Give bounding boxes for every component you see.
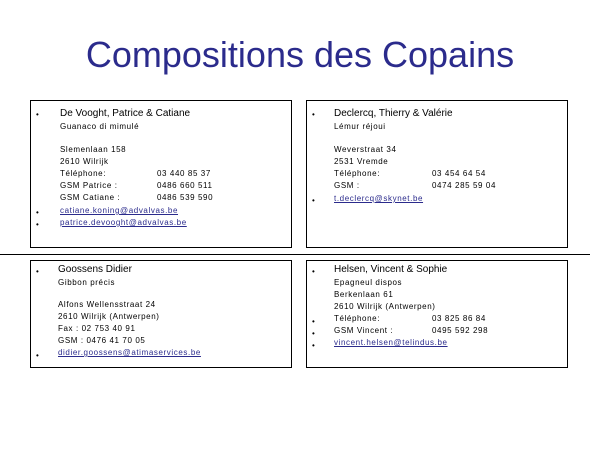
contact-city: 2531 Vremde bbox=[334, 157, 389, 166]
phone-value: 03 825 86 84 bbox=[432, 314, 486, 323]
phone-value: 03 440 85 37 bbox=[157, 169, 211, 178]
phone-label: Téléphone: bbox=[334, 314, 381, 323]
bullet: • bbox=[36, 267, 39, 276]
gsm-value: 0495 592 298 bbox=[432, 326, 489, 335]
contact-name: Goossens Didier bbox=[58, 264, 132, 275]
email-link[interactable]: vincent.helsen@telindus.be bbox=[334, 338, 448, 347]
contact-pet: Lémur réjoui bbox=[334, 122, 386, 131]
page-title: Compositions des Copains bbox=[85, 34, 515, 75]
contact-city: 2610 Wilrijk (Antwerpen) bbox=[334, 302, 436, 311]
contact-street: Alfons Wellensstraat 24 bbox=[58, 300, 156, 309]
email-link[interactable]: didier.goossens@atimaservices.be bbox=[58, 348, 201, 357]
contact-name: Helsen, Vincent & Sophie bbox=[334, 264, 448, 275]
fax-line: Fax : 02 753 40 91 bbox=[58, 324, 136, 333]
contact-pet: Guanaco di mimulé bbox=[60, 122, 140, 131]
contact-street: Berkenlaan 61 bbox=[334, 290, 394, 299]
contact-street: Weverstraat 34 bbox=[334, 145, 397, 154]
divider bbox=[0, 254, 590, 255]
gsm-value: 0486 660 511 bbox=[157, 181, 213, 190]
gsm-line: GSM : 0476 41 70 05 bbox=[58, 336, 146, 345]
contact-street: Slemenlaan 158 bbox=[60, 145, 127, 154]
phone-value: 03 454 64 54 bbox=[432, 169, 486, 178]
phone-label: Téléphone: bbox=[334, 169, 381, 178]
bullet: • bbox=[36, 351, 39, 360]
contact-city: 2610 Wilrijk (Antwerpen) bbox=[58, 312, 160, 321]
email-link[interactable]: catiane.koning@advalvas.be bbox=[60, 206, 179, 215]
gsm-label: GSM Catiane : bbox=[60, 193, 121, 202]
bullet: • bbox=[312, 317, 315, 326]
bullet: • bbox=[312, 341, 315, 350]
contact-name: Declercq, Thierry & Valérie bbox=[334, 108, 453, 119]
bullet: • bbox=[36, 208, 39, 217]
email-link[interactable]: patrice.devooght@advalvas.be bbox=[60, 218, 187, 227]
gsm-value: 0486 539 590 bbox=[157, 193, 214, 202]
bullet: • bbox=[36, 110, 39, 119]
contact-city: 2610 Wilrijk bbox=[60, 157, 109, 166]
bullet: • bbox=[36, 220, 39, 229]
gsm-label: GSM Vincent : bbox=[334, 326, 394, 335]
gsm-value: 0474 285 59 04 bbox=[432, 181, 497, 190]
phone-label: Téléphone: bbox=[60, 169, 107, 178]
bullet: • bbox=[312, 196, 315, 205]
bullet: • bbox=[312, 267, 315, 276]
contact-pet: Epagneul dispos bbox=[334, 278, 403, 287]
bullet: • bbox=[312, 329, 315, 338]
bullet: • bbox=[312, 110, 315, 119]
contact-pet: Gibbon précis bbox=[58, 278, 116, 287]
gsm-label: GSM : bbox=[334, 181, 360, 190]
gsm-label: GSM Patrice : bbox=[60, 181, 118, 190]
contact-name: De Vooght, Patrice & Catiane bbox=[60, 108, 191, 119]
email-link[interactable]: t.declercq@skynet.be bbox=[334, 194, 424, 203]
